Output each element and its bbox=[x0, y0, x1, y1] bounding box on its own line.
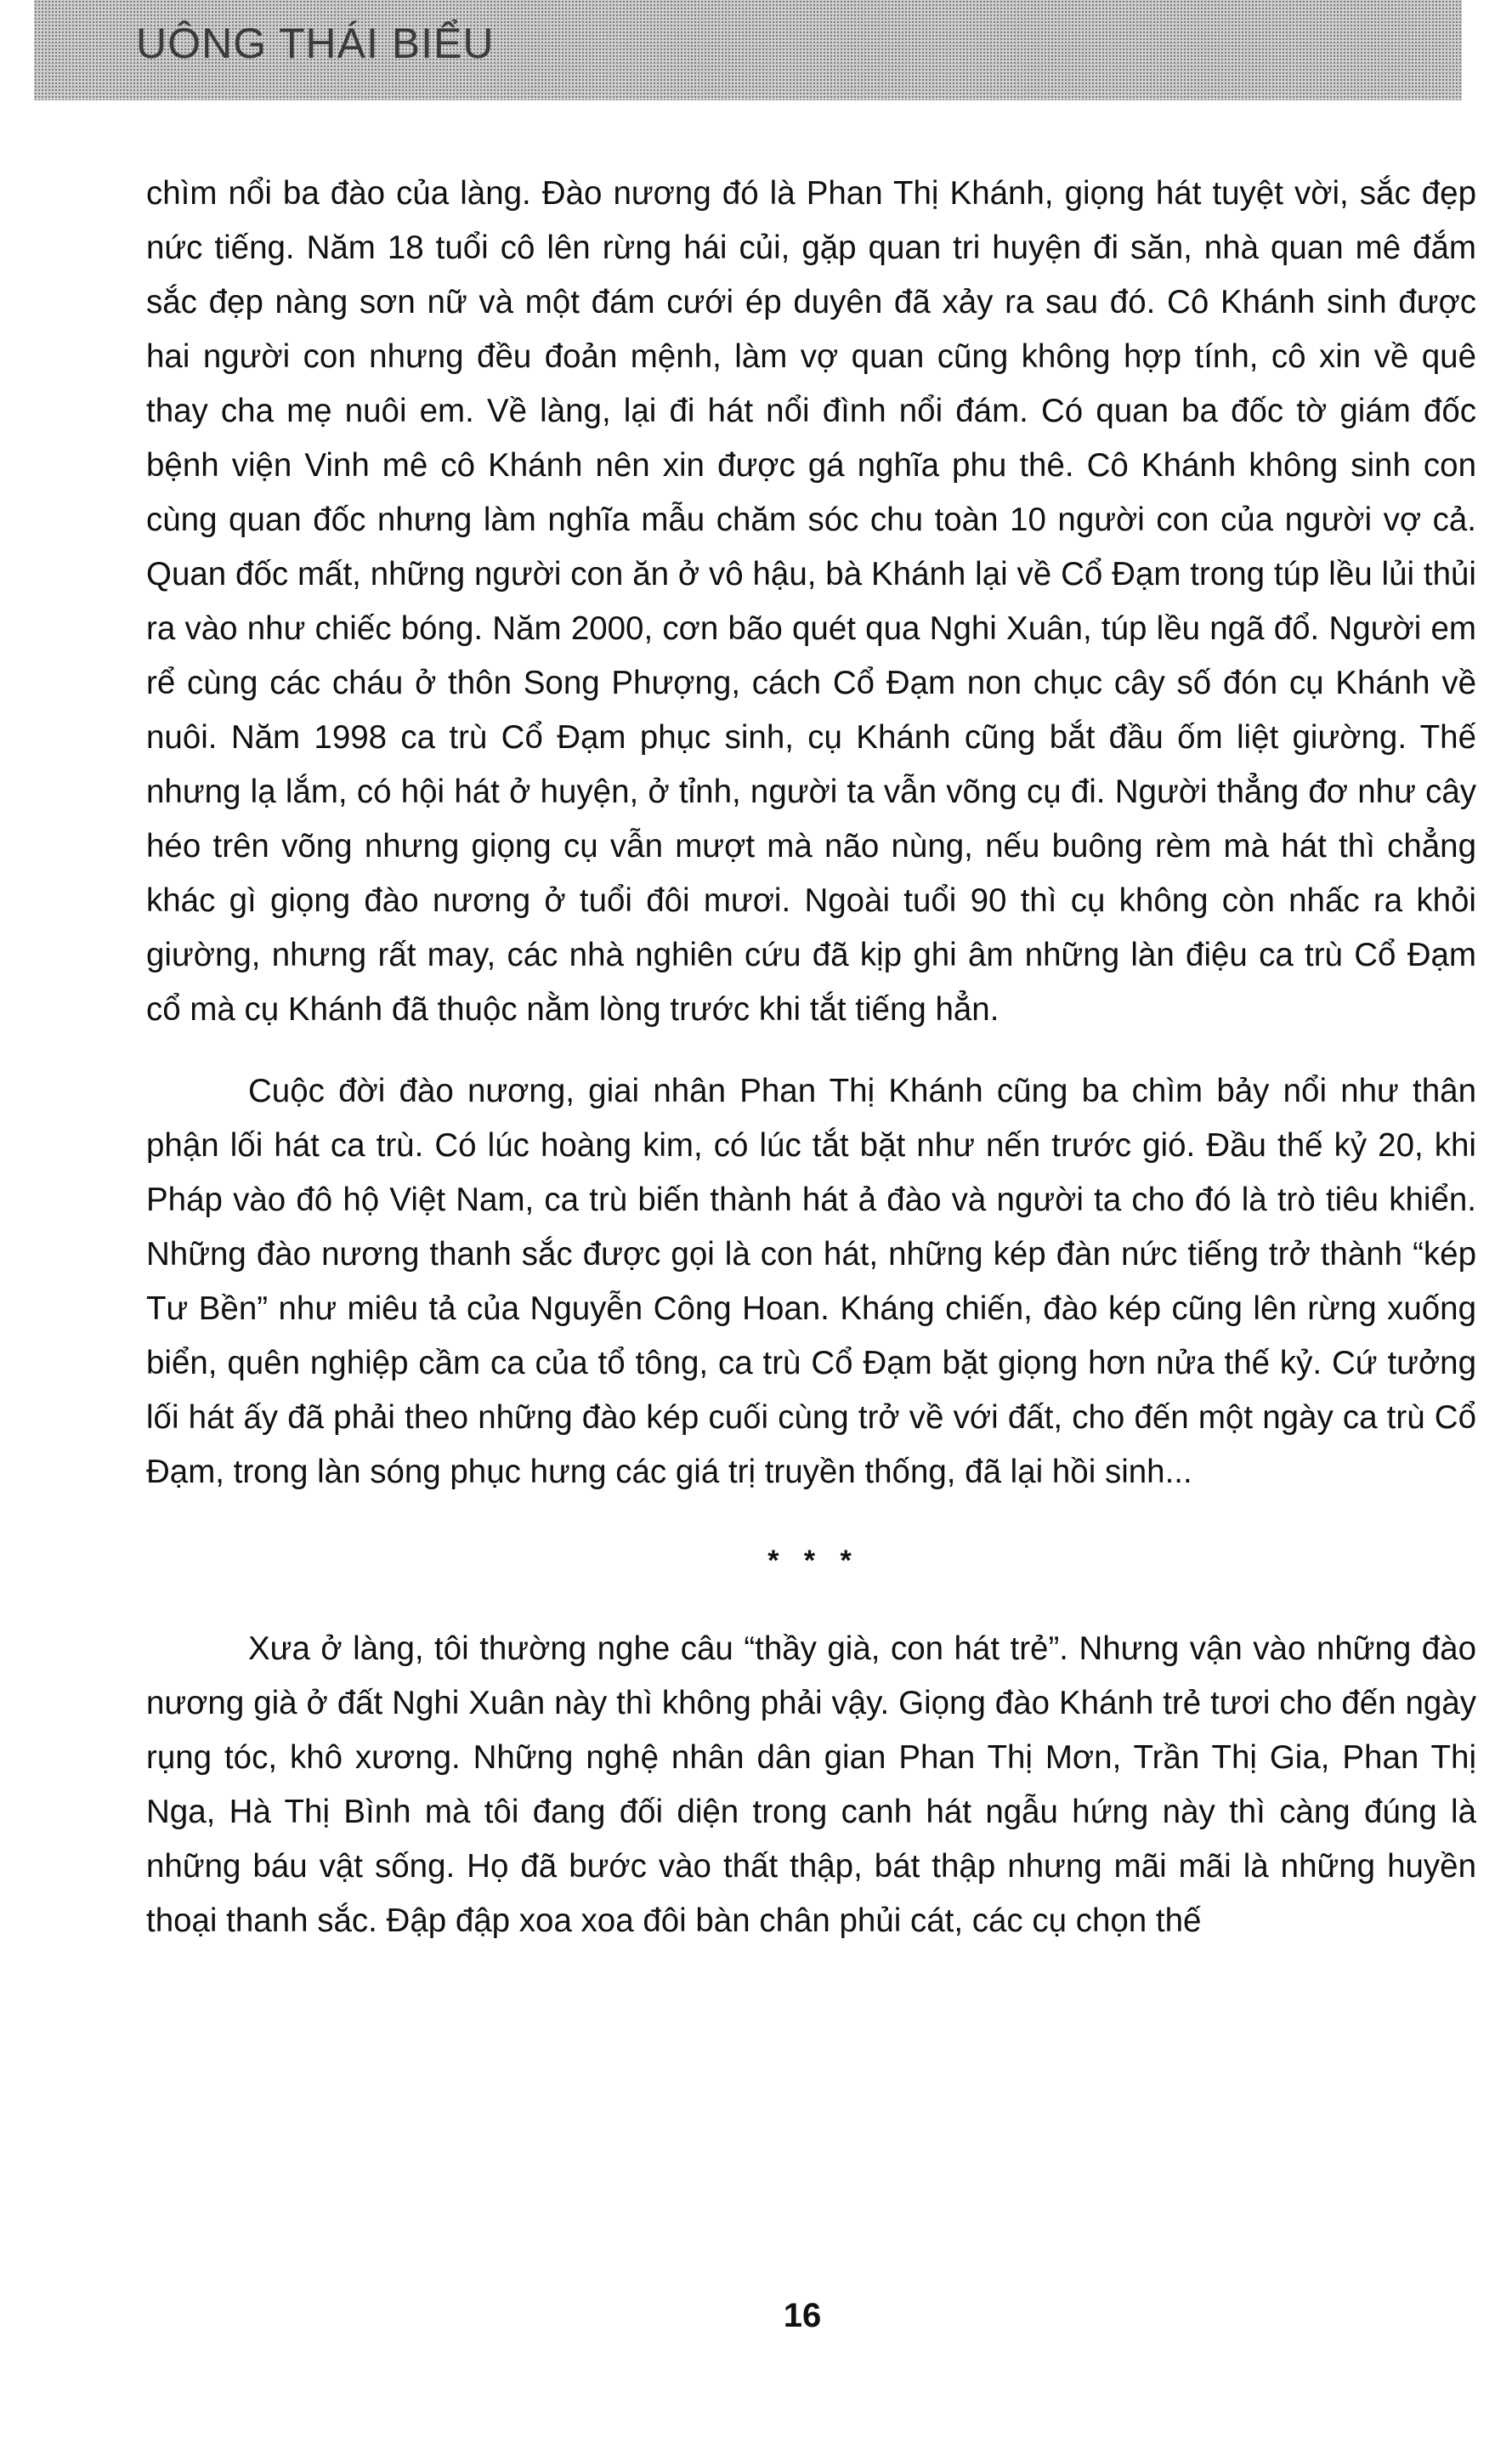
page-number: 16 bbox=[783, 2297, 822, 2334]
running-header-band bbox=[34, 0, 1462, 100]
body-paragraph-1: chìm nổi ba đào của làng. Đào nương đó là Phan Thị Khánh, giọng hát tuyệt vời, sắc đẹp nức tiếng. Năm 18 tuổi cô lên rừng hái củi, gặp quan tri huyện đi săn, nhà quan mê đắm sắc đẹp nàng sơn nữ và một đám cưới ép duyên đã xảy ra sau đó. Cô Khánh sinh được hai người con nhưng đều đoản mệnh, làm vợ quan cũng không hợp tính, cô xin về quê thay cha mẹ nuôi em. Về làng, lại đi hát nổi đình nổi đám. Có quan ba đốc tờ giám đốc bệnh viện Vinh mê cô Khánh nên xin được gá nghĩa phu thê. Cô Khánh không sinh con cùng quan đốc nhưng làm nghĩa mẫu chăm sóc chu toàn 10 người con của người vợ cả. Quan đốc mất, những người con ăn ở vô hậu, bà Khánh lại về Cổ Đạm trong túp lều lủi thủi ra vào như chiếc bóng. Năm 2000, cơn bão quét qua Nghi Xuân, túp lều ngã đổ. Người em rể cùng các cháu ở thôn Song Phượng, cách Cổ Đạm non chục cây số đón cụ Khánh về nuôi. Năm 1998 ca trù Cổ Đạm phục sinh, cụ Khánh cũng bắt đầu ốm liệt giường. Thế nhưng lạ lắm, có hội hát ở huyện, ở tỉnh, người ta vẫn võng cụ đi. Người thẳng đơ như cây héo trên võng nhưng giọng cụ vẫn mượt mà não nùng, nếu buông rèm mà hát thì chẳng khác gì giọng đào nương ở tuổi đôi mươi. Ngoài tuổi 90 thì cụ không còn nhấc ra khỏi giường, nhưng rất may, các nhà nghiên cứu đã kịp ghi âm những làn điệu ca trù Cổ Đạm cổ mà cụ Khánh đã thuộc nằm lòng trước khi tắt tiếng hẳn. bbox=[146, 175, 1476, 1028]
section-separator: * * * bbox=[767, 1545, 860, 1577]
body-paragraph-2: Cuộc đời đào nương, giai nhân Phan Thị Khánh cũng ba chìm bảy nổi như thân phận lối hát ca trù. Có lúc hoàng kim, có lúc tắt bặt như nến trước gió. Đầu thế kỷ 20, khi Pháp vào đô hộ Việt Nam, ca trù biến thành hát ả đào và người ta cho đó là trò tiêu khiển. Những đào nương thanh sắc được gọi là con hát, những kép đàn nức tiếng trở thành “kép Tư Bền” như miêu tả của Nguyễn Công Hoan. Kháng chiến, đào kép cũng lên rừng xuống biển, quên nghiệp cầm ca của tổ tông, ca trù Cổ Đạm bặt giọng hơn nửa thế kỷ. Cứ tưởng lối hát ấy đã phải theo những đào kép cuối cùng trở về với đất, cho đến một ngày ca trù Cổ Đạm, trong làn sóng phục hưng các giá trị truyền thống, đã lại hồi sinh... bbox=[146, 1073, 1476, 1490]
body-paragraph-3: Xưa ở làng, tôi thường nghe câu “thầy già, con hát trẻ”. Nhưng vận vào những đào nương già ở đất Nghi Xuân này thì không phải vậy. Giọng đào Khánh trẻ tươi cho đến ngày rụng tóc, khô xương. Những nghệ nhân dân gian Phan Thị Mơn, Trần Thị Gia, Phan Thị Nga, Hà Thị Bình mà tôi đang đối diện trong canh hát ngẫu hứng này thì càng đúng là những báu vật sống. Họ đã bước vào thất thập, bát thập nhưng mãi mãi là những huyền thoại thanh sắc. Đập đập xoa xoa đôi bàn chân phủi cát, các cụ chọn thế bbox=[146, 1630, 1476, 1939]
page-body bbox=[146, 167, 1476, 1948]
running-header-title: UÔNG THÁI BIỂU bbox=[136, 20, 495, 67]
